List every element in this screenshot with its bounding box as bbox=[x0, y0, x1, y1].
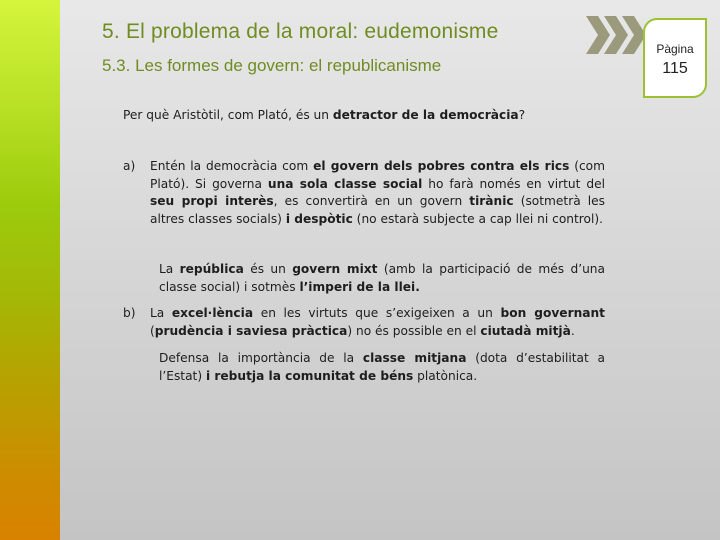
note-republic: La república és un govern mixt (amb la participació de més d’una classe social) i sotmès l’imperi de la llei. bbox=[159, 262, 605, 294]
slide-subtitle: 5.3. Les formes de govern: el republicanisme bbox=[102, 56, 442, 75]
page-number-badge bbox=[643, 18, 707, 98]
list-item-a bbox=[123, 158, 605, 228]
note-middle-class: Defensa la importància de la classe mitjana (dota d’estabilitat a l’Estat) i rebutja la comunitat de béns platònica. bbox=[159, 351, 605, 383]
list-item-text: La excel·lència en les virtuts que s’exigeixen a un bon governant (prudència i saviesa pràctica) no és possible en el ciutadà mitjà. bbox=[150, 306, 605, 338]
slide-title: 5. El problema de la moral: eudemonisme bbox=[102, 20, 499, 43]
list-marker: a) bbox=[123, 159, 136, 173]
decorative-side-bar bbox=[0, 0, 60, 540]
list-marker: b) bbox=[123, 306, 136, 320]
question-text: Per què Aristòtil, com Plató, és un detractor de la democràcia? bbox=[123, 108, 526, 122]
page-label: Pàgina bbox=[656, 42, 694, 56]
list-item-b bbox=[123, 305, 605, 340]
list-item-text: Entén la democràcia com el govern dels pobres contra els rics (com Plató). Si governa una sola classe social ho farà només en virtut del seu propi interès, es convertirà en un govern tirànic (sotmetrà les altres classes socials) i despòtic (no estarà subjecte a cap llei ni control). bbox=[150, 159, 606, 226]
page-number: 115 bbox=[662, 60, 688, 77]
